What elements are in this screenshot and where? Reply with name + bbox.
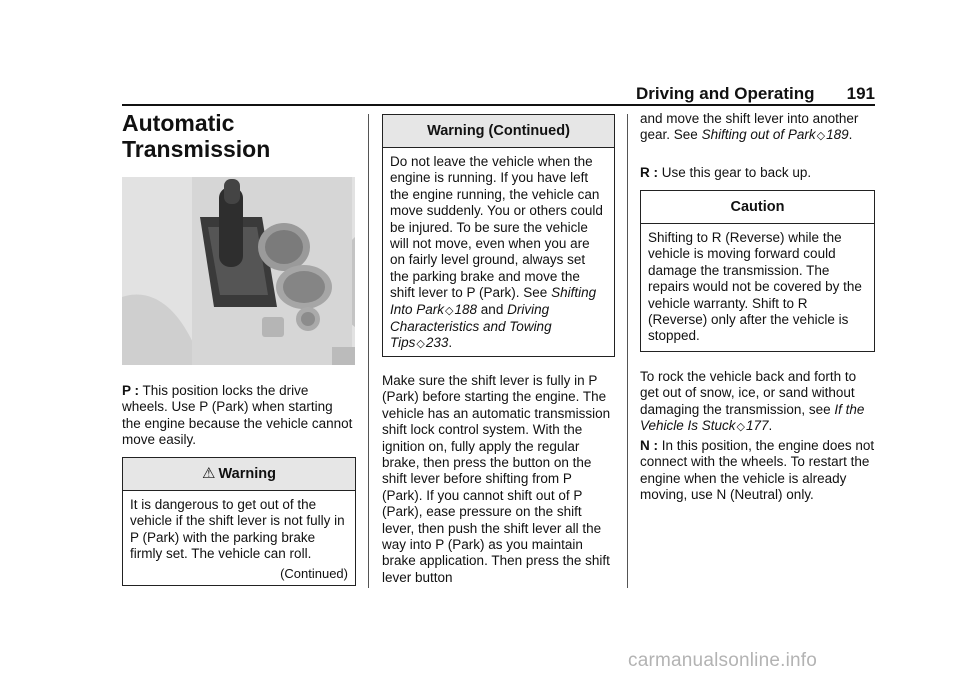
page-ref-icon: ◇ [416, 338, 425, 351]
warning-icon: ⚠ [202, 465, 216, 482]
column-divider-1 [368, 114, 369, 588]
watermark-footer: carmanualsonline.info [628, 650, 818, 671]
continued-text: and move the shift lever into another gear. See [640, 111, 859, 143]
caution-heading: Caution [641, 191, 874, 224]
warning-continued-header: Warning (Continued) [383, 115, 614, 148]
page-title [122, 110, 270, 162]
p-text: This position locks the drive wheels. Use P (Park) when starting the engine because the vehicle cannot move easily. [122, 383, 353, 448]
r-text: Use this gear to back up. [661, 165, 812, 180]
n-text: In this position, the engine does not connect with the wheels. To restart the engine when the vehicle is already moving, use N (Neutral) only. [640, 438, 875, 503]
page-ref-icon: ◇ [445, 304, 454, 317]
ref-shifting-out-of-park[interactable]: Shifting out of Park [701, 127, 816, 143]
title-line-1: Automatic [122, 110, 235, 136]
page-ref-icon: ◇ [736, 421, 746, 434]
rock-vehicle-paragraph: To rock the vehicle back and forth to get out of snow, ice, or sand without damaging the transmission, see If the Vehicle Is Stuck◇177. [640, 369, 865, 434]
continued-paragraph: and move the shift lever into another gear. See Shifting out of Park◇189. [640, 111, 859, 143]
rock-text: To rock the vehicle back and forth to get out of snow, ice, or sand without damaging the transmission, see [640, 369, 857, 417]
page-number: 191 [846, 84, 875, 103]
warning-header [123, 458, 355, 491]
caution-body: Shifting to R (Reverse) while the vehicle is moving forward could damage the transmission. The repairs would not be covered by the vehicle warranty. Shift to R (Reverse) only after the vehicle is stopped. [648, 230, 862, 344]
warning-heading: Warning [218, 466, 276, 482]
section-title: Driving and Operating [636, 84, 815, 103]
ref-page-233[interactable]: 233 [425, 335, 449, 351]
n-label: N : [640, 438, 658, 453]
warning-continued: (Continued) [280, 565, 348, 581]
r-label: R : [640, 165, 658, 180]
warning-continued-body: Do not leave the vehicle when the engine is running. If you have left the engine running, the vehicle can move suddenly. You or others could be injured. To be sure the vehicle will not move, even when you are on fairly level ground, always set the parking brake and move the shift lever to P (Park). See Shifting Into Park◇188 and Driving Characteristics and Towing Tips◇233. [390, 154, 603, 351]
n-position-paragraph [640, 438, 876, 504]
p-position-paragraph [122, 383, 354, 449]
shift-lever-photo [122, 177, 355, 365]
column-divider-2 [627, 114, 628, 588]
ref-page-177[interactable]: 177 [746, 418, 769, 434]
title-line-2: Transmission [122, 136, 271, 162]
ref-driving-characteristics[interactable]: Driving Characteristics and Towing Tips [390, 301, 552, 351]
caution-box [640, 190, 875, 352]
ref-vehicle-stuck[interactable]: If the Vehicle Is Stuck [640, 401, 865, 434]
header-rule [122, 104, 875, 106]
page-ref-icon: ◇ [816, 130, 826, 143]
and-word: and [480, 301, 504, 317]
warning-continued-text: Do not leave the vehicle when the engine is running. If you have left the engine running, the vehicle can move suddenly. You or others could be injured. To be sure the vehicle will not move, even when you are on fairly level ground, always set the parking brake and move the shift lever to P (Park). See [390, 154, 603, 301]
ref-page-189[interactable]: 189 [826, 127, 849, 143]
warning-continued-box [382, 114, 615, 357]
p-label: P : [122, 383, 140, 398]
shift-lock-paragraph: Make sure the shift lever is fully in P (Park) before starting the engine. The vehicle has an automatic transmission shift lock control system. With the ignition on, fully apply the regular brake, then press the button on the shift lever before shifting from P (Park). If you cannot shift out of P (Park), ease pressure on the shift lever, then push the shift lever all the way into P (Park) as you maintain brake application. Then press the shift lever button [382, 373, 611, 585]
warning-box [122, 457, 356, 586]
warning-body: It is dangerous to get out of the vehicle if the shift lever is not fully in P (Park) with the parking brake firmly set. The vehicle can roll. [130, 497, 345, 562]
ref-shifting-into-park[interactable]: Shifting Into Park [390, 285, 597, 317]
r-position-paragraph [640, 165, 875, 181]
page-header [600, 84, 875, 106]
ref-page-188[interactable]: 188 [454, 301, 478, 317]
